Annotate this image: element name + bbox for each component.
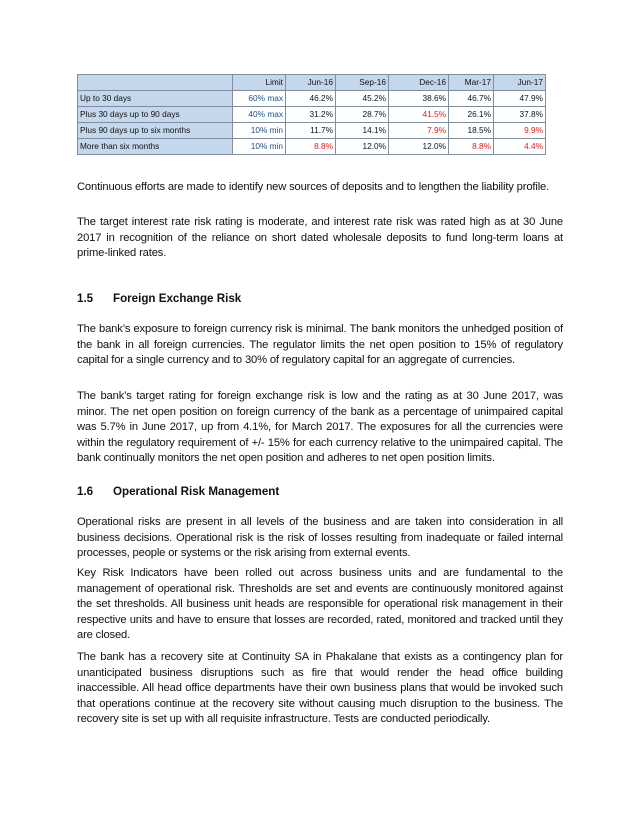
value-cell: 47.9% bbox=[494, 91, 546, 107]
value-cell: 9.9% bbox=[494, 123, 546, 139]
limit-cell: 40% max bbox=[233, 107, 286, 123]
value-cell: 45.2% bbox=[336, 91, 389, 107]
value-cell: 46.2% bbox=[286, 91, 336, 107]
value-cell: 8.8% bbox=[449, 139, 494, 155]
value-cell: 12.0% bbox=[336, 139, 389, 155]
table-row bbox=[78, 107, 546, 123]
section-title: Foreign Exchange Risk bbox=[113, 292, 242, 305]
section-heading-1-6 bbox=[77, 485, 279, 498]
paragraph-recovery-site: The bank has a recovery site at Continuity SA in Phakalane that exists as a contingency plan for unanticipated business disruptions such as fire that would render the head office building inaccessible. All head office departments have their own business plans that would be invoked such that operations continue at the recovery site without causing much disruption to the business. The recovery site is set up with all requisite infrastructure. Tests are conducted periodically. bbox=[77, 651, 563, 725]
paragraph-operational-risk: Operational risks are present in all levels of the business and are taken into consideration in all business decisions. Operational risk is the risk of losses resulting from inadequate or failed internal processes, people or systems or the risk arising from external events. bbox=[77, 516, 563, 559]
section-heading-1-5 bbox=[77, 292, 241, 305]
header-cell bbox=[78, 75, 233, 91]
value-cell: 7.9% bbox=[389, 123, 449, 139]
value-cell: 37.8% bbox=[494, 107, 546, 123]
value-cell: 12.0% bbox=[389, 139, 449, 155]
header-cell: Jun-16 bbox=[286, 75, 336, 91]
paragraph-fx-rating: The bank’s target rating for foreign exchange risk is low and the rating as at 30 June 2017, was minor. The net open position on foreign currency of the bank as a percentage of unimpaired capital was 5.7% in June 2017, up from 4.1%, for March 2017. The exposures for all the currencies were within the regulatory requirement of +/- 15% for each currency relative to the unimpaired capital. The bank continually monitors the net open position and adheres to net open position limits. bbox=[77, 390, 563, 464]
value-cell: 28.7% bbox=[336, 107, 389, 123]
table-row bbox=[78, 91, 546, 107]
section-number: 1.6 bbox=[77, 485, 94, 498]
value-cell: 14.1% bbox=[336, 123, 389, 139]
paragraph-interest-rate-risk: The target interest rate risk rating is moderate, and interest rate risk was rated high as at 30 June 2017 in recognition of the reliance on short dated wholesale deposits to fund long-term loans at prime-linked rates. bbox=[77, 216, 563, 259]
value-cell: 11.7% bbox=[286, 123, 336, 139]
paragraph-fx-exposure: The bank’s exposure to foreign currency risk is minimal. The bank monitors the unhedged position of the bank in all foreign currencies. The regulator limits the net open position to 15% of regulatory capital for a single currency and to 30% of regulatory capital for an aggregate of currencies. bbox=[77, 323, 563, 366]
section-number: 1.5 bbox=[77, 292, 94, 305]
value-cell: 38.6% bbox=[389, 91, 449, 107]
header-cell: Mar-17 bbox=[449, 75, 494, 91]
value-cell: 18.5% bbox=[449, 123, 494, 139]
header-cell: Dec-16 bbox=[389, 75, 449, 91]
value-cell: 41.5% bbox=[389, 107, 449, 123]
section-title: Operational Risk Management bbox=[113, 485, 280, 498]
paragraph-key-risk-indicators: Key Risk Indicators have been rolled out across business units and are fundamental to the management of operational risk. Thresholds are set and events are continuously monitored against the set thresholds. All business unit heads are responsible for operational risk management in their respective units and have to ensure that losses are recorded, rated, monitored and tracked until they are closed. bbox=[77, 567, 563, 641]
value-cell: 8.8% bbox=[286, 139, 336, 155]
limit-cell: 10% min bbox=[233, 139, 286, 155]
row-label: More than six months bbox=[78, 139, 233, 155]
row-label: Plus 90 days up to six months bbox=[78, 123, 233, 139]
value-cell: 46.7% bbox=[449, 91, 494, 107]
table-row bbox=[78, 123, 546, 139]
value-cell: 4.4% bbox=[494, 139, 546, 155]
value-cell: 31.2% bbox=[286, 107, 336, 123]
paragraph-liability-profile: Continuous efforts are made to identify new sources of deposits and to lengthen the liability profile. bbox=[77, 181, 550, 193]
liquidity-maturity-table bbox=[77, 74, 546, 155]
limit-cell: 60% max bbox=[233, 91, 286, 107]
table-header-row bbox=[78, 75, 546, 91]
value-cell: 26.1% bbox=[449, 107, 494, 123]
row-label: Plus 30 days up to 90 days bbox=[78, 107, 233, 123]
limit-cell: 10% min bbox=[233, 123, 286, 139]
header-cell: Sep-16 bbox=[336, 75, 389, 91]
header-cell: Limit bbox=[233, 75, 286, 91]
row-label: Up to 30 days bbox=[78, 91, 233, 107]
table-row bbox=[78, 139, 546, 155]
header-cell: Jun-17 bbox=[494, 75, 546, 91]
